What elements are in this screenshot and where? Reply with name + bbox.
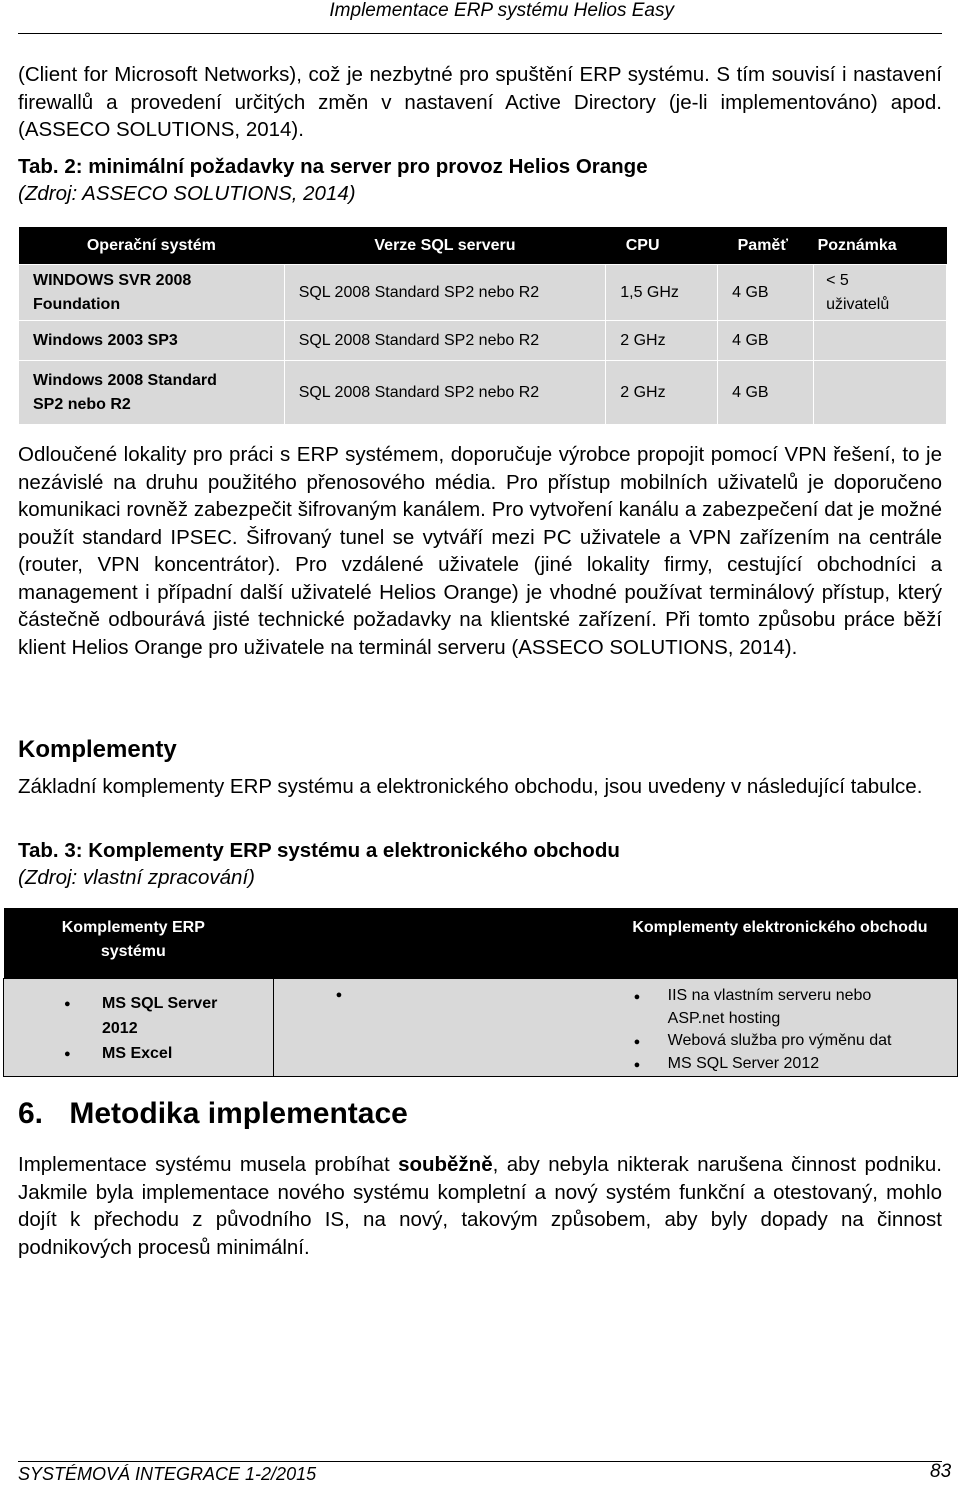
table1-header-cpu: CPU xyxy=(606,227,718,265)
komplementy-paragraph xyxy=(18,773,942,801)
header-line: Komplementy ERP xyxy=(61,919,205,936)
table-row xyxy=(19,361,947,425)
table2-header-row xyxy=(4,908,958,979)
erp-complements-cell xyxy=(4,979,274,1077)
table-row xyxy=(19,321,947,361)
cpu-cell: 2 GHz xyxy=(606,361,718,425)
list-item-text: 2012 xyxy=(102,1020,138,1037)
text-part: Implementace systému musela probíhat xyxy=(18,1153,399,1176)
intro-paragraph xyxy=(18,61,942,144)
cpu-cell: 2 GHz xyxy=(606,321,718,361)
section6-paragraph xyxy=(18,1151,942,1261)
header-line: systému xyxy=(100,943,166,960)
list-item-text: MS SQL Server xyxy=(102,995,218,1012)
list-item xyxy=(624,985,957,1008)
note-cell xyxy=(814,265,947,321)
komplementy-heading: Komplementy xyxy=(18,736,177,763)
table2-header-left xyxy=(4,908,274,979)
section6-heading xyxy=(18,1097,408,1131)
komplementy-text: Základní komplementy ERP systému a elektronického obchodu, jsou uvedeny v následující tabulce. xyxy=(18,775,923,798)
vpn-paragraph xyxy=(18,441,942,661)
erp-complements-list xyxy=(4,991,273,1066)
mem-cell: 4 GB xyxy=(718,321,814,361)
vpn-text: Odloučené lokality pro práci s ERP systémem, doporučuje výrobce propojit pomocí VPN řešení, to je nezávislé na druhu použitého přenosového média. Pro přístup mobilních uživatelů je doporučeno komunikaci rovněž zabezpečit šifrovaným kanálem. Pro vytvoření kanálu a zabezpečení dat je možné použít standard IPSEC. Šifrovaný tunel se vytváří mezi PC uživatele a VPN zařízením na centrále (router, VPN koncentrátor). Pro vzdálené uživatele (jiné lokality firmy, cestující obchodníci a management i případní další uživatelé Helios Orange) je vhodné používat terminálový přístup, který částečně odbourává jisté technické požadavky na klientské zařízení. Při tomto způsobu práce běží klient Helios Orange pro uživatele na terminál serveru (ASSECO SOLUTIONS, 2014). xyxy=(18,443,942,659)
section6-title: Metodika implementace xyxy=(69,1097,408,1130)
note-line: < 5 xyxy=(826,272,849,289)
table1-header-os: Operační systém xyxy=(19,227,285,265)
bold-word: souběžně xyxy=(398,1153,493,1176)
cpu-cell: 1,5 GHz xyxy=(606,265,718,321)
list-item xyxy=(4,991,273,1016)
ecommerce-complements-cell xyxy=(273,979,957,1077)
table1-header-row xyxy=(19,227,947,265)
os-cell xyxy=(19,361,285,425)
os-line: WINDOWS SVR 2008 xyxy=(33,271,192,289)
mem-cell: 4 GB xyxy=(718,361,814,425)
list-item xyxy=(624,1030,957,1053)
table-row xyxy=(19,265,947,321)
os-line: Foundation xyxy=(33,295,121,313)
note-cell xyxy=(814,321,947,361)
table-row xyxy=(4,979,958,1077)
server-requirements-table xyxy=(18,227,947,425)
list-item xyxy=(624,1008,957,1031)
list-item-text: ASP.net hosting xyxy=(667,1009,781,1027)
table1-header-sql: Verze SQL serveru xyxy=(284,227,606,265)
table1-source: (Zdroj: ASSECO SOLUTIONS, 2014) xyxy=(18,182,356,205)
table2-header-right: Komplementy elektronického obchodu xyxy=(273,908,957,979)
os-line: Windows 2008 Standard xyxy=(33,371,217,389)
note-line: uživatelů xyxy=(826,296,890,313)
list-item-text: MS Excel xyxy=(102,1045,173,1062)
section6-text xyxy=(18,1151,942,1261)
intro-text: (Client for Microsoft Networks), což je nezbytné pro spuštění ERP systému. S tím souvisí i nastavení firewallů a provedení určitých změn v nastavení Active Directory (je-li implementováno) apod. (ASSECO SOLUTIONS, 2014). xyxy=(18,63,942,141)
list-item xyxy=(4,1016,273,1041)
list-item-text: Webová služba pro výměnu dat xyxy=(667,1032,892,1049)
os-line: SP2 nebo R2 xyxy=(33,395,131,413)
table1-caption: Tab. 2: minimální požadavky na server pro provoz Helios Orange xyxy=(18,155,648,178)
page-number: 83 xyxy=(930,1461,952,1482)
ecommerce-complements-list xyxy=(624,985,957,1075)
table1-header-note: Poznámka xyxy=(814,227,947,265)
list-item-text: MS SQL Server 2012 xyxy=(667,1054,820,1072)
mem-cell: 4 GB xyxy=(718,265,814,321)
table2-caption-block xyxy=(18,837,620,891)
running-header: Implementace ERP systému Helios Easy xyxy=(329,0,674,21)
footer-rule xyxy=(18,1461,942,1462)
note-cell xyxy=(814,361,947,425)
table2-caption: Tab. 3: Komplementy ERP systému a elektronického obchodu xyxy=(18,839,620,862)
list-item xyxy=(624,1053,957,1076)
list-item xyxy=(4,1041,273,1066)
sql-cell: SQL 2008 Standard SP2 nebo R2 xyxy=(284,361,606,425)
section6-number: 6. xyxy=(18,1097,44,1130)
text-part: , aby nebyla nikterak narušena činnost podniku. Jakmile byla implementace nového systému kompletní a nový systém funkční a otestovaný, mohlo dojít k přechodu z původního IS, na nový, takovým způsobem, aby byly dopady na činnost podnikových procesů minimální. xyxy=(18,1153,942,1259)
sql-cell: SQL 2008 Standard SP2 nebo R2 xyxy=(284,321,606,361)
table2-source: (Zdroj: vlastní zpracování) xyxy=(18,866,255,889)
empty-bullet: ● xyxy=(335,989,343,1001)
footer-journal: SYSTÉMOVÁ INTEGRACE 1-2/2015 xyxy=(18,1464,317,1484)
os-cell xyxy=(19,265,285,321)
list-item-text: IIS na vlastním serveru nebo xyxy=(667,987,872,1004)
complements-table xyxy=(3,908,958,1077)
table1-header-mem: Paměť xyxy=(718,227,814,265)
sql-cell: SQL 2008 Standard SP2 nebo R2 xyxy=(284,265,606,321)
table1-caption-block xyxy=(18,153,648,207)
header-rule xyxy=(18,33,942,34)
os-cell: Windows 2003 SP3 xyxy=(19,321,285,361)
